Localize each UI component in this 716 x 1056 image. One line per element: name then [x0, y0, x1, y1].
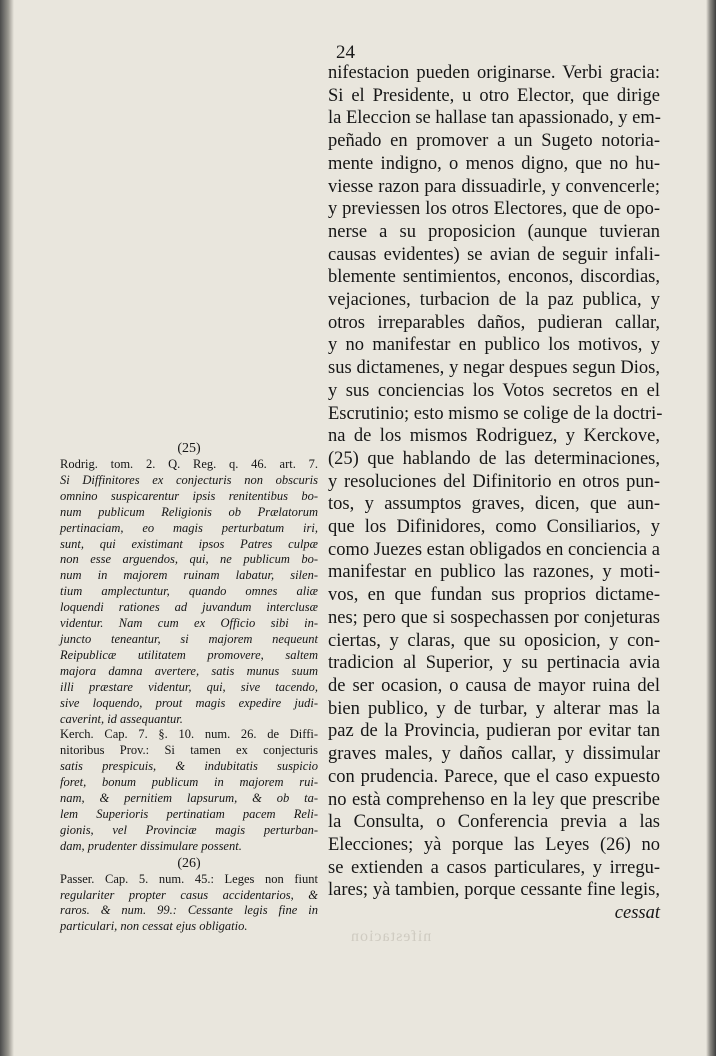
main-line: y resoluciones del Difinitorio en otros pun-	[328, 471, 660, 492]
note-line: Reipublicæ utilitatem promovere, saltem	[60, 647, 318, 662]
main-line: Escrutinio; esto mismo se colige de la doctri-	[328, 403, 663, 424]
note-line: non esse arguendos, qui, ne publicum bo-	[60, 552, 318, 567]
note-line: juncto teneantur, si majorem nequeunt	[60, 631, 318, 646]
main-line: viesse razon para dissuadirle, y convencerle;	[328, 176, 660, 197]
note-line: lem Superioris pertinatiam pacem Reli-	[60, 806, 318, 821]
show-through-text: nifestacion	[350, 928, 432, 945]
main-line: vos, en que fundan sus proprios dictame-	[328, 585, 660, 606]
note-26-number: (26)	[177, 855, 201, 871]
marginal-notes	[60, 440, 318, 935]
main-line: y no manifestar en publico los motivos, y	[328, 335, 660, 356]
note-line: caverint, id assequantur.	[60, 711, 183, 726]
main-line: que los Difinidores, como Consiliarios, y	[328, 517, 660, 538]
main-line: con prudencia. Parece, que el caso expuesto	[328, 766, 660, 787]
note-line: particulari, non cessat ejus obligatio.	[60, 919, 248, 934]
note-line: Kerch. Cap. 7. §. 10. num. 26. de Diffi-	[60, 727, 318, 742]
note-line: gionis, vel Provinciæ magis perturban-	[60, 822, 318, 837]
note-line: Si Diffinitores ex conjecturis non obscuris	[60, 472, 318, 487]
note-line: foret, bonum publicum in majorem rui-	[60, 775, 318, 790]
note-line: Passer. Cap. 5. num. 45.: Leges non fiunt	[60, 871, 318, 886]
main-line: nes; pero que si sospechassen por conjeturas	[328, 607, 660, 628]
left-page-edge-shadow	[0, 0, 14, 1056]
main-line: lares; yà tambien, porque cessante fine legis,	[328, 880, 660, 901]
page-number: 24	[336, 42, 355, 63]
main-line: y sus conciencias los Votos secretos en el	[328, 380, 660, 401]
main-line: manifestar en publico las razones, y moti-	[328, 562, 660, 583]
main-line: vejaciones, turbacion de la paz publica, y	[328, 290, 660, 311]
main-line: otros irreparables daños, pudieran callar,	[328, 312, 660, 333]
note-line: sunt, qui existimant ipsos Patres culpæ	[60, 536, 318, 551]
main-line: y previessen los otros Electores, que de opo-	[328, 199, 660, 220]
note-line: sive loquendo, prout magis expedire judi-	[60, 695, 318, 710]
main-line: causas evidentes) se avian de seguir infali-	[328, 244, 660, 265]
note-line: raros. & num. 99.: Cessante legis fine in	[60, 903, 318, 918]
main-line: tradicion al Superior, y su pertinacia avia	[328, 653, 660, 674]
main-line: la Eleccion se hallase tan apassionado, y em-	[328, 108, 661, 129]
main-line: se extienden a casos particulares, y irregu-	[328, 857, 660, 878]
main-line: na de los mismos Rodriguez, y Kerckove,	[328, 426, 660, 447]
note-line: nam, & pernitiem lapsurum, & ob ta-	[60, 791, 318, 806]
main-line: graves males, y daños callar, y dissimular	[328, 744, 660, 765]
main-line: bien publico, y de turbar, y alterar mas la	[328, 698, 660, 719]
main-line: la Consulta, o Conferencia previa a las	[328, 812, 660, 833]
main-line: de ser ocasion, o causa de mayor ruina del	[328, 675, 660, 696]
note-line: majora damna avertere, satis munus suum	[60, 663, 318, 678]
main-text-column	[328, 62, 663, 925]
note-line: dam, prudenter dissimulare possent.	[60, 838, 242, 853]
main-line: Elecciones; yà porque las Leyes (26) no	[328, 834, 660, 855]
main-line: sus dictamenes, y negar despues segun Dios,	[328, 358, 660, 379]
main-line: paz de la Provincia, pudieran por evitar tan	[328, 721, 660, 742]
note-line: tium amplectuntur, quando omnes aliæ	[60, 584, 318, 599]
main-line: blemente sentimientos, enconos, discordias,	[328, 267, 660, 288]
note-line: satis prespicuis, & indubitatis suspicio	[60, 759, 318, 774]
note-line: omnino suspicarentur ipsis renitentibus bo-	[60, 488, 318, 503]
main-line: como Juezes estan obligados en conciencia a	[328, 539, 660, 560]
note-line: Rodrig. tom. 2. Q. Reg. q. 46. art. 7.	[60, 457, 318, 471]
catchword: cessat	[614, 903, 660, 924]
note-line: num publicum Religionis ob Prælatorum	[60, 504, 318, 519]
note-25-number: (25)	[177, 441, 201, 456]
main-line: no està comprehenso en la ley que prescribe	[328, 789, 660, 810]
note-line: pertinaciam, eo magis perturbatum iri,	[60, 520, 318, 535]
main-line: ciertas, y claras, que su oposicion, y con-	[328, 630, 660, 651]
note-line: regulariter propter casus accidentarios, &	[60, 887, 318, 902]
main-line: (25) que hablando de las determinaciones,	[328, 448, 660, 469]
note-line: nitoribus Prov.: Si tamen ex conjecturis	[60, 743, 318, 758]
right-page-edge-shadow	[706, 0, 716, 1056]
note-line: videntur. Nam cum ex Officio sibi in-	[60, 616, 318, 631]
note-line: loquendi rationes ad juvandum interclusæ	[60, 600, 318, 615]
main-line: tos, y assumptos graves, dicen, que aun-	[328, 494, 660, 515]
main-line: peñado en promover a un Sugeto notoria-	[328, 131, 660, 152]
main-line: Si el Presidente, u otro Elector, que dirige	[328, 85, 660, 106]
note-line: illi præstare videntur, qui, sive tacendo,	[60, 679, 318, 694]
main-line: nifestacion pueden originarse. Verbi gracia:	[328, 63, 660, 83]
main-line: nerse a su proposicion (aunque tuvieran	[328, 221, 660, 242]
main-line: mente indigno, o menos digno, que no hu-	[328, 153, 660, 174]
note-line: num in majorem ruinam labatur, silen-	[60, 568, 318, 583]
